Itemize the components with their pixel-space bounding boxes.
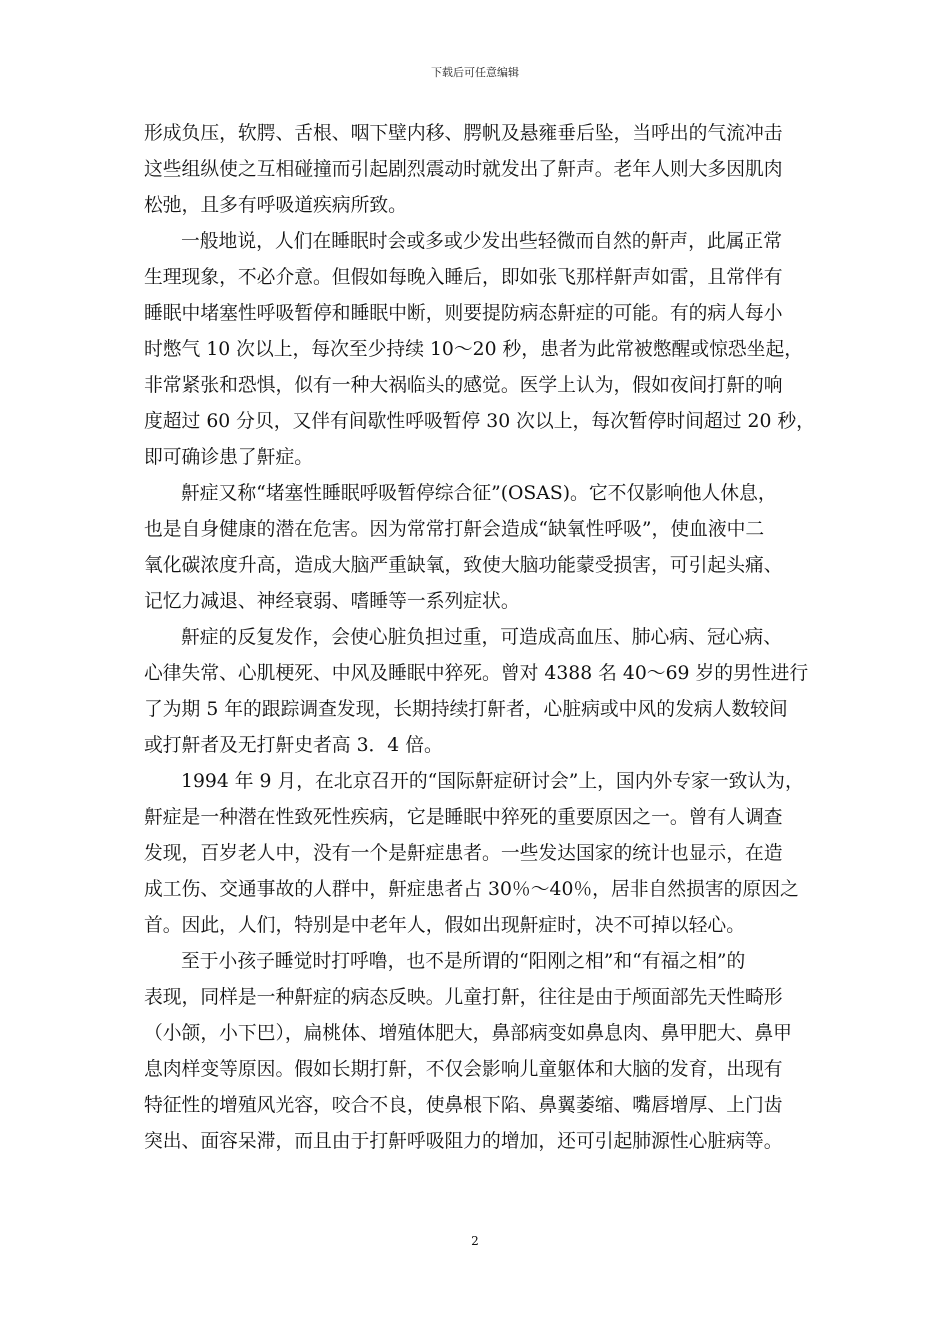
- text-line: 非常紧张和恐惧，似有一种大祸临头的感觉。医学上认为，假如夜间打鼾的响: [144, 375, 783, 396]
- text-line: 特征性的增殖风光容，咬合不良，使鼻根下陷、鼻翼萎缩、嘴唇增厚、上门齿: [144, 1095, 783, 1116]
- paragraph-first-line: 鼾症的反复发作，会使心脏负担过重，可造成高血压、肺心病、冠心病、: [181, 627, 782, 648]
- text-line: 即可确诊患了鼾症。: [144, 447, 314, 468]
- text-line: 松弛，且多有呼吸道疾病所致。: [144, 195, 407, 216]
- text-line: 生理现象，不必介意。但假如每晚入睡后，即如张飞那样鼾声如雷，且常伴有: [144, 267, 783, 288]
- text-line: 这些组纵使之互相碰撞而引起剧烈震动时就发出了鼾声。老年人则大多因肌肉: [144, 159, 783, 180]
- text-line: 表现，同样是一种鼾症的病态反映。儿童打鼾，往往是由于颅面部先天性畸形: [144, 987, 783, 1008]
- text-line: 氧化碳浓度升高，造成大脑严重缺氧，致使大脑功能蒙受损害，可引起头痛、: [144, 555, 783, 576]
- text-line: 鼾症是一种潜在性致死性疾病，它是睡眠中猝死的重要原因之一。曾有人调查: [144, 807, 783, 828]
- text-line: 睡眠中堵塞性呼吸暂停和睡眠中断，则要提防病态鼾症的可能。有的病人每小: [144, 303, 783, 324]
- page-header: 下载后可任意编辑: [431, 66, 519, 79]
- text-line: （小颌，小下巴），扁桃体、增殖体肥大，鼻部病变如鼻息肉、鼻甲肥大、鼻甲: [144, 1023, 792, 1044]
- document-body: [144, 116, 815, 1160]
- text-line: 息肉样变等原因。假如长期打鼾，不仅会影响儿童躯体和大脑的发育，出现有: [144, 1059, 783, 1080]
- paragraph-first-line: 鼾症又称“堵塞性睡眠呼吸暂停综合征”(OSAS)。它不仅影响他人休息，: [181, 483, 777, 504]
- text-line: 心律失常、心肌梗死、中风及睡眠中猝死。曾对 4388 名 40～69 岁的男性进行: [144, 663, 809, 684]
- text-line: 也是自身健康的潜在危害。因为常常打鼾会造成“缺氧性呼吸”，使血液中二: [144, 519, 765, 540]
- text-line: 发现，百岁老人中，没有一个是鼾症患者。一些发达国家的统计也显示，在造: [144, 843, 783, 864]
- text-line: 时憋气 10 次以上，每次至少持续 10～20 秒，患者为此常被憋醒或惊恐坐起，: [144, 339, 804, 360]
- text-line: 或打鼾者及无打鼾史者高 3．4 倍。: [144, 735, 443, 756]
- text-line: 了为期 5 年的跟踪调查发现，长期持续打鼾者，心脏病或中风的发病人数较间: [144, 699, 788, 720]
- paragraph-first-line: 一般地说，人们在睡眠时会或多或少发出些轻微而自然的鼾声，此属正常: [181, 231, 782, 252]
- text-line: 度超过 60 分贝，又伴有间歇性呼吸暂停 30 次以上，每次暂停时间超过 20 秒，: [144, 411, 815, 432]
- page-number: 2: [471, 1234, 479, 1248]
- paragraph-first-line: 1994 年 9 月，在北京召开的“国际鼾症研讨会”上，国内外专家一致认为，: [181, 771, 804, 792]
- text-line: 形成负压，软腭、舌根、咽下壁内移、腭帆及悬雍垂后坠，当呼出的气流冲击: [144, 123, 783, 144]
- paragraph-first-line: 至于小孩子睡觉时打呼噜，也不是所谓的“阳刚之相”和“有福之相”的: [181, 951, 746, 972]
- text-line: 突出、面容呆滞，而且由于打鼾呼吸阻力的增加，还可引起肺源性心脏病等。: [144, 1131, 783, 1152]
- text-line: 首。因此，人们，特别是中老年人，假如出现鼾症时，决不可掉以轻心。: [144, 915, 745, 936]
- text-line: 记忆力减退、神经衰弱、嗜睡等一系列症状。: [144, 591, 520, 612]
- text-line: 成工伤、交通事故的人群中，鼾症患者占 30％～40％，居非自然损害的原因之: [144, 879, 799, 900]
